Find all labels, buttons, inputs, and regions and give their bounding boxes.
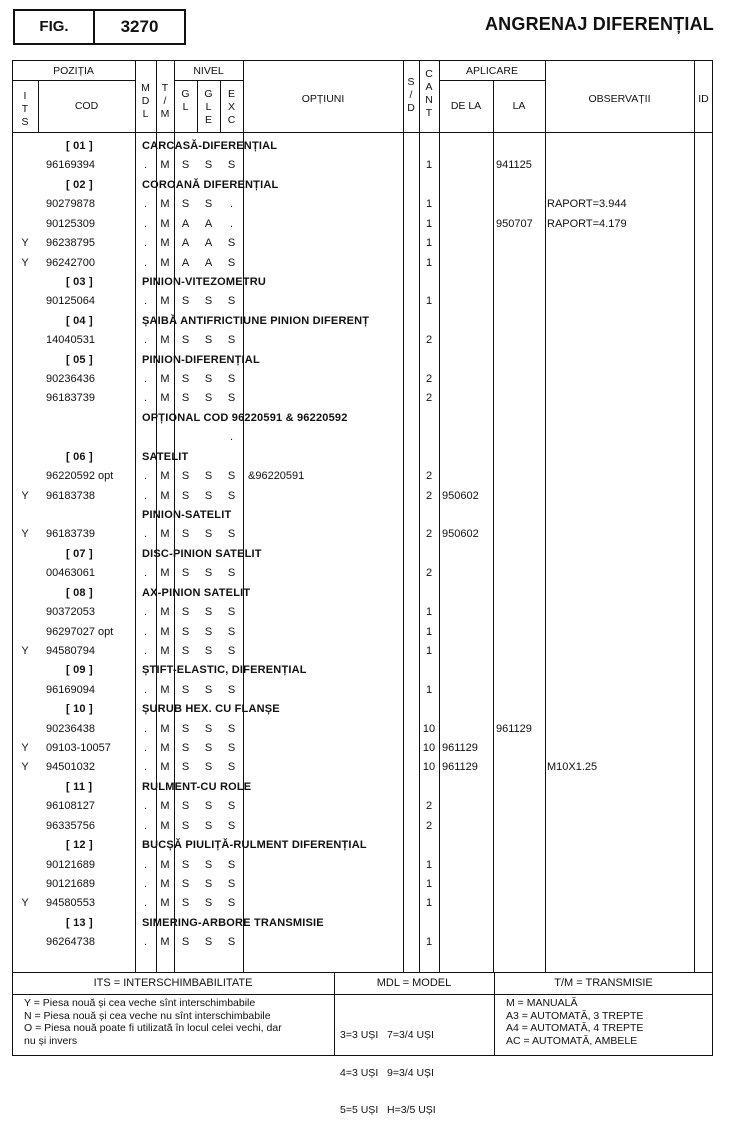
gl-value: S: [181, 897, 190, 910]
quantity-value: 10: [422, 761, 436, 774]
gle-value: A: [204, 237, 213, 250]
mdl-value: .: [143, 644, 148, 657]
gle-value: S: [204, 819, 213, 832]
to-date: 961129: [496, 722, 532, 735]
mdl-value: .: [143, 198, 148, 211]
part-code: 90121689: [46, 858, 95, 871]
tm-value: M: [160, 256, 170, 269]
its-value: Y: [21, 256, 29, 269]
part-code: 96264738: [46, 936, 95, 949]
header-nivel: NIVEL: [193, 65, 224, 77]
gle-value: S: [204, 528, 213, 541]
legend-its-line: N = Piesa nouă și cea veche nu sînt interschimbabile: [24, 1009, 271, 1022]
header-la: LA: [512, 100, 526, 112]
tm-value: M: [160, 858, 170, 871]
header-sd: S / D: [407, 76, 415, 114]
from-date: 950602: [442, 489, 479, 502]
tm-value: M: [160, 819, 170, 832]
position-label: [ 11 ]: [66, 780, 93, 793]
mdl-value: .: [143, 528, 148, 541]
legend-mdl-line: 3=3 UȘI 7=3/4 UȘI: [340, 1029, 434, 1041]
gle-value: S: [204, 373, 213, 386]
part-description: ȘAIBĂ ANTIFRICTIUNE PINION DIFERENȚ: [142, 314, 370, 327]
mdl-value: .: [143, 567, 148, 580]
exc-value: S: [227, 625, 236, 638]
mdl-value: .: [143, 858, 148, 871]
header-its: I T S: [21, 90, 29, 128]
position-label: [ 06 ]: [66, 450, 93, 463]
gle-value: S: [204, 295, 213, 308]
header-bottom-rule: [12, 132, 713, 133]
exc-value: S: [227, 877, 236, 890]
mdl-value: .: [143, 295, 148, 308]
exc-value: S: [227, 606, 236, 619]
tm-value: M: [160, 606, 170, 619]
page-title: ANGRENAJ DIFERENȚIAL: [484, 14, 714, 34]
quantity-value: 1: [425, 217, 433, 230]
part-code: 96238795: [46, 237, 95, 250]
part-description: PINION-DIFERENȚIAL: [142, 353, 260, 366]
quantity-value: 1: [425, 256, 433, 269]
quantity-value: 2: [425, 489, 433, 502]
exc-value: S: [227, 470, 236, 483]
observation: M10X1.25: [547, 761, 598, 774]
part-code: 90279878: [46, 198, 95, 211]
part-description: ȘTIFT-ELASTIC, DIFERENȚIAL: [142, 664, 307, 677]
part-code: 94580553: [46, 897, 95, 910]
tm-value: M: [160, 198, 170, 211]
gl-value: S: [181, 800, 190, 813]
tm-value: M: [160, 295, 170, 308]
part-code: 90125064: [46, 295, 95, 308]
exc-value: S: [227, 683, 236, 696]
exc-value: .: [229, 198, 234, 211]
quantity-value: 2: [425, 334, 433, 347]
tm-value: M: [160, 761, 170, 774]
part-code: 90236436: [46, 373, 95, 386]
gle-value: S: [204, 334, 213, 347]
tm-value: M: [160, 644, 170, 657]
quantity-value: 10: [422, 722, 436, 735]
part-code: 96297027 opt: [46, 625, 114, 638]
aplicare-rule: [439, 80, 545, 81]
quantity-value: 2: [425, 373, 433, 386]
part-code: 00463061: [46, 567, 95, 580]
to-date: 950707: [496, 217, 533, 230]
exc-value: S: [227, 936, 236, 949]
legend-mdl-line: 5=5 UȘI H=3/5 UȘI: [340, 1104, 436, 1116]
mdl-value: .: [143, 256, 148, 269]
col-rule-cod: [135, 60, 136, 972]
its-value: Y: [21, 489, 29, 502]
gle-value: S: [204, 606, 213, 619]
part-description: AX-PINION SATELIT: [142, 586, 251, 599]
gle-value: S: [204, 625, 213, 638]
tm-value: M: [160, 159, 170, 172]
quantity-value: 1: [425, 606, 433, 619]
tm-value: M: [160, 683, 170, 696]
gle-value: S: [204, 159, 213, 172]
position-label: [ 10 ]: [66, 703, 93, 716]
col-rule-sd: [403, 60, 404, 972]
gl-value: S: [181, 198, 190, 211]
mdl-value: .: [143, 470, 148, 483]
header-de-la: DE LA: [450, 100, 482, 112]
tm-value: M: [160, 800, 170, 813]
mdl-value: .: [143, 606, 148, 619]
quantity-value: 1: [425, 198, 433, 211]
observation: RAPORT=4.179: [547, 217, 627, 230]
mdl-value: .: [143, 489, 148, 502]
part-code: 90125309: [46, 217, 95, 230]
mdl-value: .: [143, 761, 148, 774]
gl-value: A: [181, 217, 190, 230]
legend-its-title: ITS = INTERSCHIMBABILITATE: [93, 977, 253, 989]
tm-value: M: [160, 567, 170, 580]
exc-value: .: [229, 431, 234, 444]
gle-value: S: [204, 489, 213, 502]
part-description: SIMERING-ARBORE TRANSMISIE: [142, 916, 324, 929]
header-gle: G L E: [204, 88, 213, 126]
mdl-value: .: [143, 159, 148, 172]
gl-value: S: [181, 936, 190, 949]
exc-value: S: [227, 567, 236, 580]
to-date: 941125: [496, 159, 532, 172]
part-code: 96183739: [46, 528, 95, 541]
gl-value: S: [181, 877, 190, 890]
mdl-value: .: [143, 334, 148, 347]
gl-value: S: [181, 625, 190, 638]
tm-value: M: [160, 528, 170, 541]
part-code: 90121689: [46, 877, 95, 890]
gle-value: A: [204, 217, 213, 230]
quantity-value: 1: [425, 877, 433, 890]
mdl-value: .: [143, 683, 148, 696]
its-value: Y: [21, 897, 29, 910]
exc-value: S: [227, 489, 236, 502]
part-code: 94501032: [46, 761, 95, 774]
gle-value: S: [204, 470, 213, 483]
legend-tm-line: A3 = AUTOMATĂ, 3 TREPTE: [506, 1009, 644, 1022]
mdl-value: .: [143, 217, 148, 230]
gle-value: S: [204, 800, 213, 813]
gl-value: S: [181, 644, 190, 657]
part-code: 96183738: [46, 489, 95, 502]
from-date: 950602: [442, 528, 479, 541]
position-label: [ 02 ]: [66, 178, 93, 191]
gl-value: S: [181, 761, 190, 774]
header-exc: E X C: [227, 88, 236, 126]
gle-value: S: [204, 392, 213, 405]
header-observatii: OBSERVAȚII: [588, 93, 651, 105]
tm-value: M: [160, 217, 170, 230]
quantity-value: 1: [425, 644, 433, 657]
option-value: &96220591: [248, 470, 305, 483]
part-code: 94580794: [46, 644, 95, 657]
position-label: [ 12 ]: [66, 839, 93, 852]
part-code: 96220592 opt: [46, 470, 114, 483]
part-code: 96242700: [46, 256, 95, 269]
quantity-value: 2: [425, 470, 433, 483]
observation: RAPORT=3.944: [547, 198, 627, 211]
header-aplicare: APLICARE: [466, 65, 518, 77]
quantity-value: 2: [425, 528, 433, 541]
header-cant: C A N T: [425, 68, 433, 119]
from-date: 961129: [442, 742, 478, 755]
tm-value: M: [160, 489, 170, 502]
gl-value: S: [181, 722, 190, 735]
legend-mdl-list: [340, 1004, 436, 1129]
position-label: [ 03 ]: [66, 275, 93, 288]
gle-value: S: [204, 877, 213, 890]
part-code: 90372053: [46, 606, 95, 619]
quantity-value: 1: [425, 295, 433, 308]
fig-label: FIG.: [39, 18, 69, 35]
mdl-value: .: [143, 897, 148, 910]
quantity-value: 1: [425, 625, 433, 638]
exc-value: S: [227, 237, 236, 250]
header-gl: G L: [181, 88, 190, 113]
position-label: [ 01 ]: [66, 140, 93, 152]
legend-tm-line: AC = AUTOMATĂ, AMBELE: [506, 1034, 638, 1047]
gl-value: S: [181, 470, 190, 483]
legend-tm-line: M = MANUALĂ: [506, 997, 578, 1009]
mdl-value: .: [143, 625, 148, 638]
part-code: 96108127: [46, 800, 95, 813]
part-description: DISC-PINION SATELIT: [142, 547, 262, 560]
section-note: OPȚIONAL COD 96220591 & 96220592: [142, 411, 348, 424]
legend-its-list: [24, 997, 282, 1047]
part-code: 96169394: [46, 159, 95, 172]
exc-value: S: [227, 392, 236, 405]
part-code: 96183739: [46, 392, 95, 405]
part-code: 90236438: [46, 722, 95, 735]
gle-value: S: [204, 567, 213, 580]
gle-value: S: [204, 722, 213, 735]
mdl-value: .: [143, 742, 148, 755]
tm-value: M: [160, 237, 170, 250]
exc-value: S: [227, 819, 236, 832]
fig-box: [13, 9, 186, 45]
tm-value: M: [160, 625, 170, 638]
position-label: [ 13 ]: [66, 916, 93, 929]
mdl-value: .: [143, 936, 148, 949]
exc-value: S: [227, 761, 236, 774]
gle-value: S: [204, 936, 213, 949]
tm-value: M: [160, 877, 170, 890]
legend-its-line: Y = Piesa nouă și cea veche sînt interschimbabile: [24, 997, 256, 1009]
part-description: COROANĂ DIFERENȚIAL: [142, 178, 279, 191]
tm-value: M: [160, 392, 170, 405]
legend-top-rule: [12, 972, 713, 973]
its-value: Y: [21, 644, 29, 657]
exc-value: S: [227, 159, 236, 172]
header-tm: T / M: [160, 82, 170, 120]
its-value: Y: [21, 528, 29, 541]
part-description: BUCȘĂ PIULIȚĂ-RULMENT DIFERENȚIAL: [142, 839, 367, 852]
nivel-rule: [174, 80, 243, 81]
its-value: Y: [21, 237, 29, 250]
part-description: CARCASĂ-DIFERENȚIAL: [142, 140, 278, 152]
quantity-value: 1: [425, 683, 433, 696]
legend-mdl-line: 4=3 UȘI 9=3/4 UȘI: [340, 1066, 434, 1079]
gl-value: S: [181, 567, 190, 580]
gl-value: S: [181, 858, 190, 871]
tm-value: M: [160, 373, 170, 386]
header-id: ID: [698, 93, 709, 105]
mdl-value: .: [143, 237, 148, 250]
quantity-value: 2: [425, 567, 433, 580]
exc-value: S: [227, 295, 236, 308]
part-description: PINION-VITEZOMETRU: [142, 275, 266, 288]
quantity-value: 2: [425, 819, 433, 832]
gl-value: S: [181, 373, 190, 386]
gle-value: S: [204, 198, 213, 211]
col-rule-obs: [545, 60, 546, 972]
legend-tm-list: [506, 997, 643, 1047]
quantity-value: 1: [425, 858, 433, 871]
part-description: RULMENT-CU ROLE: [142, 780, 252, 793]
quantity-value: 1: [425, 897, 433, 910]
exc-value: S: [227, 742, 236, 755]
col-rule-id: [694, 60, 695, 972]
col-rule-dela: [439, 60, 440, 972]
gl-value: S: [181, 334, 190, 347]
exc-value: S: [227, 528, 236, 541]
position-label: [ 08 ]: [66, 586, 93, 599]
its-value: Y: [21, 742, 29, 755]
position-label: [ 07 ]: [66, 547, 93, 560]
quantity-value: 2: [425, 800, 433, 813]
header-mdl: M D L: [141, 82, 150, 120]
part-code: 09103-10057: [46, 742, 111, 755]
gle-value: S: [204, 761, 213, 774]
its-value: Y: [21, 761, 29, 774]
exc-value: S: [227, 897, 236, 910]
exc-value: S: [227, 722, 236, 735]
legend-its-line: O = Piesa nouă poate fi utilizată în locul celei vechi, dar: [24, 1022, 282, 1034]
gl-value: S: [181, 392, 190, 405]
mdl-value: .: [143, 392, 148, 405]
pozitia-rule: [12, 80, 135, 81]
gle-value: S: [204, 897, 213, 910]
gl-value: S: [181, 683, 190, 696]
mdl-value: .: [143, 722, 148, 735]
tm-value: M: [160, 722, 170, 735]
part-code: 96169094: [46, 683, 95, 696]
quantity-value: 1: [425, 159, 433, 172]
section-note: PINION-SATELIT: [142, 508, 232, 521]
exc-value: .: [229, 217, 234, 230]
part-description: ȘURUB HEX. CU FLANȘE: [142, 703, 280, 716]
legend-tm-line: A4 = AUTOMATĂ, 4 TREPTE: [506, 1022, 644, 1034]
exc-value: S: [227, 644, 236, 657]
quantity-value: 10: [422, 742, 436, 755]
col-rule-cant: [419, 60, 420, 972]
legend-its-line: nu și invers: [24, 1034, 78, 1047]
exc-value: S: [227, 256, 236, 269]
quantity-value: 1: [425, 936, 433, 949]
exc-value: S: [227, 334, 236, 347]
exc-value: S: [227, 800, 236, 813]
gle-value: S: [204, 644, 213, 657]
gl-value: S: [181, 489, 190, 502]
mdl-value: .: [143, 877, 148, 890]
tm-value: M: [160, 897, 170, 910]
position-label: [ 05 ]: [66, 353, 93, 366]
gl-value: S: [181, 819, 190, 832]
gl-value: A: [181, 256, 190, 269]
part-description: SATELIT: [142, 450, 189, 463]
gle-value: S: [204, 858, 213, 871]
position-label: [ 09 ]: [66, 664, 93, 677]
tm-value: M: [160, 742, 170, 755]
legend-tm-title: T/M = TRANSMISIE: [554, 977, 653, 989]
quantity-value: 2: [425, 392, 433, 405]
tm-value: M: [160, 936, 170, 949]
gle-value: S: [204, 742, 213, 755]
exc-value: S: [227, 373, 236, 386]
quantity-value: 1: [425, 237, 433, 250]
header-cod: COD: [74, 100, 99, 112]
gl-value: S: [181, 528, 190, 541]
legend-mdl-title: MDL = MODEL: [376, 977, 452, 989]
col-rule-la: [493, 80, 494, 972]
header-optiuni: OPȚIUNI: [301, 93, 345, 105]
from-date: 961129: [442, 761, 478, 774]
gl-value: A: [181, 237, 190, 250]
tm-value: M: [160, 470, 170, 483]
gl-value: S: [181, 295, 190, 308]
gle-value: A: [204, 256, 213, 269]
gle-value: S: [204, 683, 213, 696]
exc-value: S: [227, 858, 236, 871]
mdl-value: .: [143, 819, 148, 832]
legend-title-rule: [12, 994, 713, 995]
mdl-value: .: [143, 373, 148, 386]
gl-value: S: [181, 742, 190, 755]
fig-number: 3270: [120, 17, 159, 36]
gl-value: S: [181, 606, 190, 619]
part-code: 14040531: [46, 334, 95, 347]
part-code: 96335756: [46, 819, 95, 832]
mdl-value: .: [143, 800, 148, 813]
position-label: [ 04 ]: [66, 314, 93, 327]
tm-value: M: [160, 334, 170, 347]
header-pozitia: POZIȚIA: [53, 65, 94, 77]
gl-value: S: [181, 159, 190, 172]
